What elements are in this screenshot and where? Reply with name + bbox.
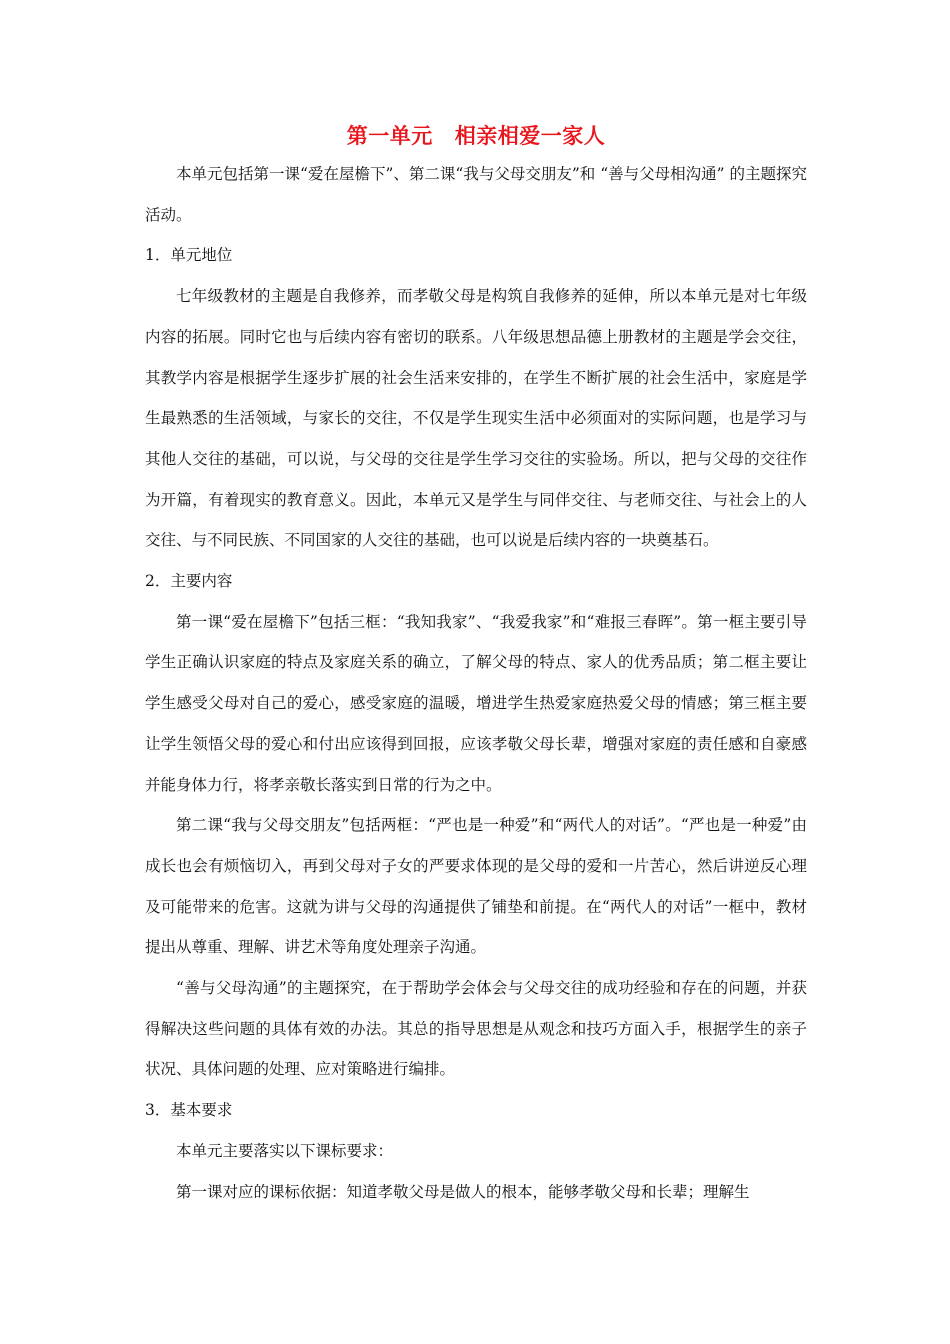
section-heading-position: 1．单元地位	[145, 246, 233, 265]
section-heading-requirements: 3．基本要求	[145, 1101, 233, 1120]
lesson-one-standards-paragraph: 第一课对应的课标依据：知道孝敬父母是做人的根本，能够孝敬父母和长辈；理解生	[176, 1182, 750, 1201]
lesson-two-paragraph: 第二课“我与父母交朋友”包括两框：“严也是一种爱”和“两代人的对话”。“严也是一种爱”由成长也会有烦恼切入，再到父母对子女的严要求体现的是父母的爱和一片苦心，然后讲逆反心理及可能带来的危害。这就为讲与父母的沟通提供了铺垫和前提。在“两代人的对话”一框中，教材提出从尊重、理解、讲艺术等角度处理亲子沟通。	[145, 816, 807, 957]
lesson-one-paragraph: 第一课“爱在屋檐下”包括三框：“我知我家”、“我爱我家”和“难报三春晖”。第一框主要引导学生正确认识家庭的特点及家庭关系的确立，了解父母的特点、家人的优秀品质；第二框主要让学生感受父母对自己的爱心，感受家庭的温暖，增进学生热爱家庭热爱父母的情感；第三框主要让学生领悟父母的爱心和付出应该得到回报，应该孝敬父母长辈，增强对家庭的责任感和自豪感并能身体力行，将孝亲敬长落实到日常的行为之中。	[145, 612, 807, 794]
title-theme: 相亲相爱一家人	[454, 124, 606, 148]
unit-position-paragraph: 七年级教材的主题是自我修养，而孝敬父母是构筑自我修养的延伸，所以本单元是对七年级内容的拓展。同时它也与后续内容有密切的联系。八年级思想品德上册教材的主题是学会交往，其教学内容是根据学生逐步扩展的社会生活来安排的，在学生不断扩展的社会生活中，家庭是学生最熟悉的生活领域，与家长的交往，不仅是学生现实生活中必须面对的实际问题，也是学习与其他人交往的基础，可以说，与父母的交往是学生学习交往的实验场。所以，把与父母的交往作为开篇，有着现实的教育意义。因此，本单元又是学生与同伴交往、与老师交往、与社会上的人交往、与不同民族、不同国家的人交往的基础，也可以说是后续内容的一块奠基石。	[145, 287, 807, 550]
intro-paragraph: 本单元包括第一课“爱在屋檐下”、第二课“我与父母交朋友”和 “善与父母相沟通” 的主题探究活动。	[145, 165, 807, 224]
page-title	[145, 118, 807, 154]
section-heading-content: 2．主要内容	[145, 572, 233, 591]
requirements-intro-paragraph: 本单元主要落实以下课标要求：	[176, 1141, 394, 1160]
theme-inquiry-paragraph: “善与父母沟通”的主题探究，在于帮助学会体会与父母交往的成功经验和存在的问题，并获得解决这些问题的具体有效的办法。其总的指导思想是从观念和技巧方面入手，根据学生的亲子状况、具体问题的处理、应对策略进行编排。	[145, 979, 807, 1079]
title-unit: 第一单元	[346, 124, 433, 148]
document-page	[145, 118, 807, 1212]
